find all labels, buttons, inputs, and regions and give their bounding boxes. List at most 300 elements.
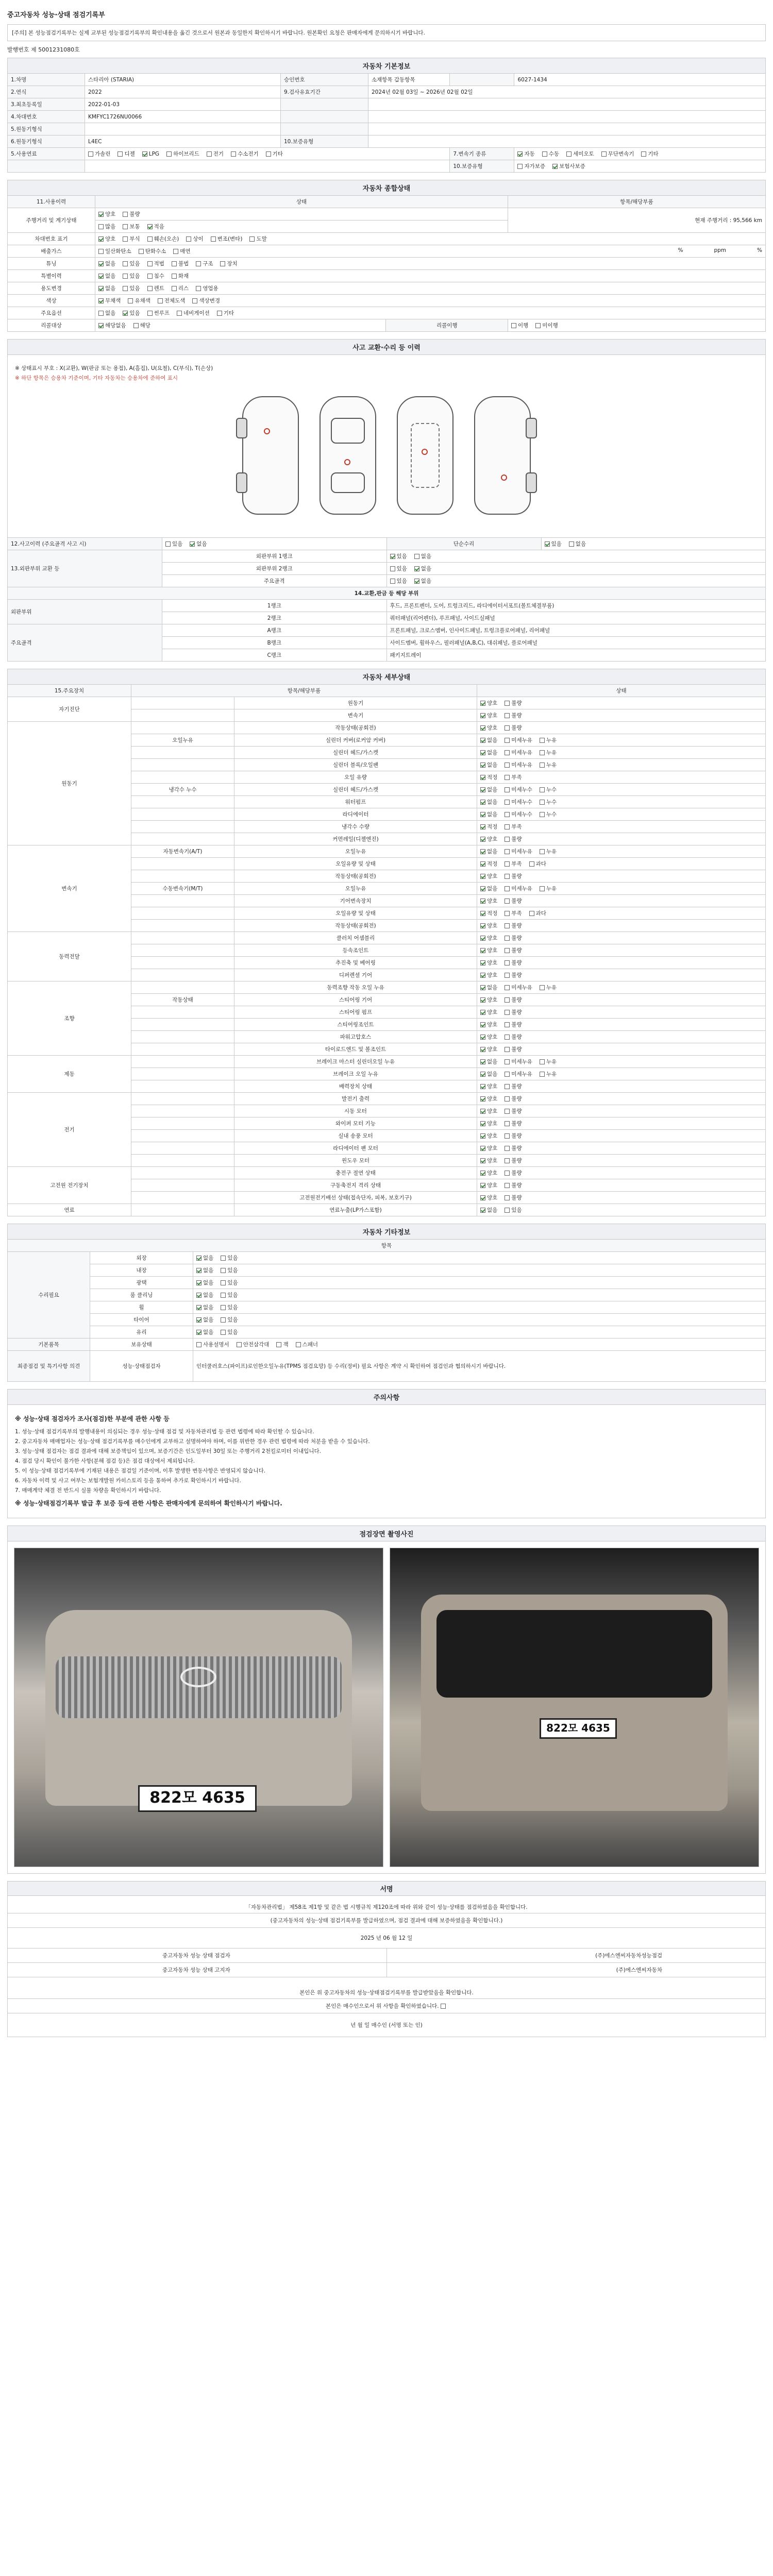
checkbox[interactable] — [517, 151, 523, 157]
checkbox[interactable] — [480, 725, 485, 731]
checkbox[interactable] — [480, 1010, 485, 1015]
checkbox[interactable] — [196, 1317, 201, 1323]
checkbox[interactable] — [511, 323, 516, 328]
car-right-side-diagram — [474, 396, 531, 515]
checkbox[interactable] — [221, 1280, 226, 1285]
vin-label: 차대번호 표기 — [8, 233, 95, 245]
checkbox[interactable] — [480, 886, 485, 891]
checkbox[interactable] — [196, 1330, 201, 1335]
detail-sub — [131, 895, 234, 907]
other-options — [193, 1301, 766, 1314]
checkbox[interactable] — [480, 1158, 485, 1163]
checkbox[interactable] — [98, 274, 104, 279]
checkbox[interactable] — [505, 1109, 510, 1114]
section-title-photos: 점검장면 촬영사진 — [8, 1526, 766, 1541]
tuning-option: 있음 — [123, 260, 140, 267]
checkbox[interactable] — [166, 151, 172, 157]
checkbox[interactable] — [540, 738, 545, 743]
checkbox[interactable] — [414, 579, 419, 584]
checkbox[interactable] — [505, 948, 510, 953]
checkbox[interactable] — [480, 1195, 485, 1200]
general-status-table — [7, 180, 766, 332]
detail-state — [477, 1105, 766, 1117]
detail-row — [8, 1204, 766, 1216]
accident-label: 12.사고이력 (주요골격 사고 시) — [8, 538, 162, 550]
color-options — [95, 295, 766, 307]
rank-row — [8, 624, 766, 637]
checkbox[interactable] — [480, 738, 485, 743]
detail-item: 스티어링조인트 — [234, 1019, 477, 1031]
checkbox[interactable] — [221, 1293, 226, 1298]
outer-label: 외판부위 — [8, 600, 162, 624]
checkbox[interactable] — [505, 800, 510, 805]
detail-state — [477, 1204, 766, 1216]
checkbox[interactable] — [480, 1047, 485, 1052]
emission-option: 탄화수소 — [139, 247, 166, 255]
basic-info-table — [7, 58, 766, 173]
checkbox[interactable] — [220, 261, 225, 266]
checkbox[interactable] — [480, 1171, 485, 1176]
checkbox[interactable] — [542, 151, 547, 157]
checkbox[interactable] — [480, 1059, 485, 1064]
checkbox[interactable] — [540, 750, 545, 755]
detail-item: 연료누출(LP가스포함) — [234, 1204, 477, 1216]
checkbox[interactable] — [196, 286, 201, 291]
checkbox[interactable] — [529, 911, 534, 916]
detail-state-option: 과다 — [529, 860, 546, 868]
document-number: 발행번호 제 5001231080호 — [7, 46, 80, 53]
checkbox[interactable] — [480, 701, 485, 706]
checkbox[interactable] — [480, 1183, 485, 1188]
checkbox[interactable] — [505, 738, 510, 743]
checkbox[interactable] — [480, 1035, 485, 1040]
checkbox[interactable] — [505, 1022, 510, 1027]
detail-item: 실린더 헤드/가스켓 — [234, 784, 477, 796]
detail-item: 시동 모터 — [234, 1105, 477, 1117]
detail-sub — [131, 858, 234, 870]
detail-state-option: 양호 — [480, 1033, 497, 1041]
checker-name: (주)에스엔씨자동차성능점검 — [386, 1948, 766, 1963]
checkbox[interactable] — [505, 1146, 510, 1151]
detail-state-option: 부족 — [505, 823, 522, 831]
special-options — [95, 270, 766, 282]
basic-row — [8, 111, 766, 123]
other-item: 광택 — [90, 1277, 193, 1289]
detail-state — [477, 969, 766, 981]
checkbox[interactable] — [480, 812, 485, 817]
checkbox[interactable] — [480, 936, 485, 941]
checkbox[interactable] — [480, 1072, 485, 1077]
checkbox[interactable] — [147, 311, 153, 316]
checkbox[interactable] — [147, 286, 153, 291]
checkbox[interactable] — [231, 151, 236, 157]
checkbox[interactable] — [540, 787, 545, 792]
checkbox[interactable] — [221, 1305, 226, 1310]
checkbox[interactable] — [480, 1109, 485, 1114]
checkbox[interactable] — [480, 800, 485, 805]
checkbox[interactable] — [196, 1342, 201, 1347]
checkbox[interactable] — [266, 151, 271, 157]
checkbox[interactable] — [480, 899, 485, 904]
checkbox[interactable] — [517, 164, 523, 169]
detail-state — [477, 994, 766, 1006]
checkbox[interactable] — [414, 566, 419, 571]
checkbox[interactable] — [196, 1305, 201, 1310]
detail-state-option: 부족 — [505, 773, 522, 781]
checkbox[interactable] — [88, 151, 93, 157]
checkbox[interactable] — [98, 249, 104, 254]
checkbox[interactable] — [505, 787, 510, 792]
checkbox[interactable] — [480, 1096, 485, 1101]
checkbox[interactable] — [480, 1121, 485, 1126]
checkbox[interactable] — [540, 762, 545, 768]
checkbox[interactable] — [480, 911, 485, 916]
detail-state-option: 양호 — [480, 1144, 497, 1152]
checkbox[interactable] — [196, 1280, 201, 1285]
front-photo — [14, 1548, 383, 1867]
checkbox[interactable] — [196, 1256, 201, 1261]
checkbox[interactable] — [480, 713, 485, 718]
checkbox[interactable] — [147, 224, 153, 229]
buyer-check: 본인은 매수인으로서 위 사항을 확인하였습니다. — [326, 2003, 439, 2009]
color-option: 색상변경 — [192, 297, 220, 304]
checkbox[interactable] — [98, 311, 104, 316]
checkbox[interactable] — [540, 800, 545, 805]
col-status: 상태 — [477, 685, 766, 697]
checkbox[interactable] — [123, 236, 128, 242]
checkbox[interactable] — [147, 274, 153, 279]
checkbox[interactable] — [566, 151, 572, 157]
detail-state-option: 없음 — [480, 749, 497, 756]
basic-row — [8, 86, 766, 98]
checkbox[interactable] — [98, 298, 104, 303]
checkbox[interactable] — [98, 236, 104, 242]
checkbox[interactable] — [505, 1183, 510, 1188]
detail-item: 실린더 블록/오일팬 — [234, 759, 477, 771]
checkbox[interactable] — [480, 985, 485, 990]
checkbox[interactable] — [480, 1133, 485, 1139]
checkbox[interactable] — [480, 837, 485, 842]
checkbox[interactable] — [505, 1096, 510, 1101]
detail-sub — [131, 1080, 234, 1093]
checkbox[interactable] — [237, 1342, 242, 1347]
detail-item: 오일누유 — [234, 883, 477, 895]
mileage-state-option: 양호 — [98, 210, 115, 218]
checkbox[interactable] — [505, 861, 510, 867]
checkbox[interactable] — [480, 750, 485, 755]
detail-state-option: 불량 — [505, 996, 522, 1004]
checkbox[interactable] — [480, 1146, 485, 1151]
checkbox[interactable] — [505, 1084, 510, 1089]
checkbox[interactable] — [158, 298, 163, 303]
checkbox[interactable] — [390, 554, 395, 559]
detail-state-option: 없음 — [480, 736, 497, 744]
buyer-confirm-checkbox[interactable] — [441, 2004, 446, 2009]
detail-sub — [131, 1192, 234, 1204]
checkbox[interactable] — [505, 1059, 510, 1064]
checkbox[interactable] — [505, 1171, 510, 1176]
checkbox[interactable] — [390, 579, 395, 584]
checkbox[interactable] — [196, 1268, 201, 1273]
detail-state-option: 불량 — [505, 922, 522, 929]
checkbox[interactable] — [221, 1268, 226, 1273]
checkbox[interactable] — [505, 997, 510, 1003]
detail-state-option: 누수 — [540, 798, 557, 806]
checkbox[interactable] — [505, 886, 510, 891]
checkbox[interactable] — [221, 1256, 226, 1261]
page-title: 중고자동차 성능·상태 점검기록부 — [7, 11, 105, 19]
detail-state — [477, 1093, 766, 1105]
checkbox[interactable] — [505, 1047, 510, 1052]
checkbox[interactable] — [480, 1208, 485, 1213]
checkbox[interactable] — [505, 1010, 510, 1015]
checkbox[interactable] — [480, 775, 485, 780]
basic-item-option: 사용설명서 — [196, 1341, 229, 1348]
checkbox[interactable] — [535, 323, 541, 328]
checkbox[interactable] — [505, 725, 510, 731]
basic-row — [8, 135, 766, 148]
checkbox[interactable] — [414, 554, 419, 559]
basic-value3: 6027-1434 — [514, 74, 766, 86]
checkbox[interactable] — [173, 249, 178, 254]
detail-state-option: 불량 — [505, 1008, 522, 1016]
checkbox[interactable] — [249, 236, 255, 242]
checkbox[interactable] — [505, 1195, 510, 1200]
checkbox[interactable] — [480, 1084, 485, 1089]
notes-warning: ※ 성능·상태점검기록부 발급 후 보증 등에 관한 사항은 판매자에게 문의하여 확인하시기 바랍니다. — [15, 1500, 282, 1507]
checkbox[interactable] — [505, 1133, 510, 1139]
detail-state — [477, 1192, 766, 1204]
checkbox[interactable] — [480, 948, 485, 953]
checkbox[interactable] — [480, 762, 485, 768]
checkbox[interactable] — [123, 212, 128, 217]
basic-item-option: 스패너 — [296, 1341, 318, 1348]
checkbox[interactable] — [505, 899, 510, 904]
checkbox[interactable] — [480, 997, 485, 1003]
checkbox[interactable] — [505, 762, 510, 768]
detail-state-option: 없음 — [480, 798, 497, 806]
detail-state — [477, 784, 766, 796]
detail-state — [477, 1006, 766, 1019]
rank-label: 2랭크 — [162, 612, 387, 624]
checkbox[interactable] — [172, 286, 177, 291]
detail-state-option: 불량 — [505, 699, 522, 707]
rank-label: B랭크 — [162, 637, 387, 649]
checkbox[interactable] — [123, 261, 128, 266]
detail-sub — [131, 796, 234, 808]
detail-state-option: 양호 — [480, 1132, 497, 1140]
other-options — [193, 1264, 766, 1277]
detail-item: 오일 유량 — [234, 771, 477, 784]
checkbox[interactable] — [505, 1121, 510, 1126]
emission-unit: % — [678, 247, 683, 253]
detail-sub — [131, 1006, 234, 1019]
checkbox[interactable] — [505, 911, 510, 916]
checkbox[interactable] — [217, 311, 222, 316]
option-option: 썬루프 — [147, 309, 170, 317]
color-label: 색상 — [8, 295, 95, 307]
checkbox[interactable] — [552, 164, 558, 169]
checkbox[interactable] — [505, 936, 510, 941]
checkbox[interactable] — [480, 824, 485, 829]
checkbox[interactable] — [172, 261, 177, 266]
checkbox[interactable] — [123, 224, 128, 229]
checkbox[interactable] — [123, 286, 128, 291]
checkbox[interactable] — [480, 973, 485, 978]
basic-value: 2022-01-03 — [85, 98, 281, 111]
accident-options — [162, 538, 387, 550]
checkbox[interactable] — [98, 261, 104, 266]
detail-state-option: 양호 — [480, 711, 497, 719]
checkbox[interactable] — [540, 849, 545, 854]
checkbox[interactable] — [540, 1072, 545, 1077]
checkbox[interactable] — [221, 1317, 226, 1323]
checkbox[interactable] — [505, 1158, 510, 1163]
fuel-label: 5.사용연료 — [8, 148, 85, 160]
basic-value: KMFYC1726NU0066 — [85, 111, 281, 123]
checkbox[interactable] — [480, 960, 485, 965]
checkbox[interactable] — [505, 874, 510, 879]
checkbox[interactable] — [505, 1035, 510, 1040]
detail-state-option: 있음 — [505, 1206, 522, 1214]
checkbox[interactable] — [196, 261, 201, 266]
checkbox[interactable] — [505, 812, 510, 817]
mileage-kind-option: 보통 — [123, 223, 140, 230]
checkbox[interactable] — [505, 973, 510, 978]
checkbox[interactable] — [147, 236, 153, 242]
seller-label: 중고자동차 성능 상태 고지자 — [8, 1963, 387, 1977]
basic-item-options — [193, 1338, 766, 1351]
detail-item: 윈도우 모터 — [234, 1155, 477, 1167]
checkbox[interactable] — [98, 224, 104, 229]
checkbox[interactable] — [480, 849, 485, 854]
checkbox[interactable] — [390, 566, 395, 571]
checkbox[interactable] — [98, 212, 104, 217]
detail-state-option: 불량 — [505, 1120, 522, 1127]
checkbox[interactable] — [142, 151, 147, 157]
checkbox[interactable] — [98, 323, 104, 328]
detail-state-option: 양호 — [480, 1008, 497, 1016]
tuning-option: 적법 — [147, 260, 164, 267]
detail-state-option: 양호 — [480, 699, 497, 707]
checkbox[interactable] — [207, 151, 212, 157]
checkbox[interactable] — [276, 1342, 281, 1347]
checkbox[interactable] — [540, 1059, 545, 1064]
detail-sub — [131, 808, 234, 821]
checkbox[interactable] — [505, 985, 510, 990]
section-title-notes: 주의사항 — [8, 1389, 766, 1405]
checkbox[interactable] — [172, 274, 177, 279]
checkbox[interactable] — [641, 151, 646, 157]
checkbox[interactable] — [480, 874, 485, 879]
checkbox[interactable] — [545, 541, 550, 547]
other-option: 없음 — [196, 1266, 213, 1274]
detail-item: 배력장치 상태 — [234, 1080, 477, 1093]
checkbox[interactable] — [117, 151, 123, 157]
other-option: 있음 — [221, 1303, 238, 1311]
detail-group: 고전원 전기장치 — [8, 1167, 131, 1204]
checkbox[interactable] — [480, 1022, 485, 1027]
checkbox[interactable] — [128, 298, 133, 303]
detail-state — [477, 1130, 766, 1142]
checkbox[interactable] — [505, 1208, 510, 1213]
detail-state — [477, 808, 766, 821]
checkbox[interactable] — [480, 861, 485, 867]
detail-state — [477, 709, 766, 722]
detail-state-option: 불량 — [505, 1095, 522, 1103]
checkbox[interactable] — [505, 837, 510, 842]
detail-state-option: 양호 — [480, 1095, 497, 1103]
checkbox[interactable] — [505, 775, 510, 780]
detail-state-option: 양호 — [480, 922, 497, 929]
detail-state-option: 미세누유 — [505, 885, 532, 892]
checkbox[interactable] — [186, 236, 191, 242]
simple-repair-label: 단순수리 — [386, 538, 541, 550]
checkbox[interactable] — [123, 274, 128, 279]
checkbox[interactable] — [196, 1293, 201, 1298]
checkbox[interactable] — [98, 286, 104, 291]
checkbox[interactable] — [505, 713, 510, 718]
accident-option: 있음 — [165, 540, 182, 548]
detail-sub — [131, 722, 234, 734]
checkbox[interactable] — [505, 824, 510, 829]
checkbox[interactable] — [192, 298, 197, 303]
checkbox[interactable] — [190, 541, 195, 547]
checkbox[interactable] — [296, 1342, 301, 1347]
checkbox[interactable] — [505, 923, 510, 928]
detail-state — [477, 845, 766, 858]
checkbox[interactable] — [505, 1072, 510, 1077]
other-row — [8, 1289, 766, 1301]
checkbox[interactable] — [177, 311, 182, 316]
checkbox[interactable] — [505, 750, 510, 755]
detail-item: 브레이크 오일 누유 — [234, 1068, 477, 1080]
checkbox[interactable] — [133, 323, 139, 328]
checkbox[interactable] — [540, 886, 545, 891]
detail-state — [477, 833, 766, 845]
use-change-option: 영업용 — [196, 284, 218, 292]
checkbox[interactable] — [139, 249, 144, 254]
checkbox[interactable] — [569, 541, 574, 547]
detail-item: 추진축 및 베어링 — [234, 957, 477, 969]
checkbox[interactable] — [221, 1330, 226, 1335]
checkbox[interactable] — [165, 541, 171, 547]
checkbox[interactable] — [147, 261, 153, 266]
checkbox[interactable] — [480, 787, 485, 792]
frame-option: 있음 — [390, 577, 407, 585]
recall-options — [95, 319, 386, 332]
detail-state — [477, 722, 766, 734]
checkbox[interactable] — [601, 151, 607, 157]
detail-sub: 오일누유 — [131, 734, 234, 747]
checkbox[interactable] — [505, 960, 510, 965]
detail-sub — [131, 1043, 234, 1056]
detail-item: 파워고압호스 — [234, 1031, 477, 1043]
checkbox[interactable] — [540, 812, 545, 817]
checkbox[interactable] — [211, 236, 216, 242]
checkbox[interactable] — [505, 701, 510, 706]
accident-table — [7, 339, 766, 662]
detail-sub — [131, 1056, 234, 1068]
section-title-general: 자동차 종합상태 — [8, 180, 766, 196]
checkbox[interactable] — [529, 861, 534, 867]
checkbox[interactable] — [505, 849, 510, 854]
checkbox[interactable] — [123, 311, 128, 316]
other-options — [193, 1277, 766, 1289]
checkbox[interactable] — [480, 923, 485, 928]
checkbox[interactable] — [540, 985, 545, 990]
detail-state-option: 불량 — [505, 1082, 522, 1090]
